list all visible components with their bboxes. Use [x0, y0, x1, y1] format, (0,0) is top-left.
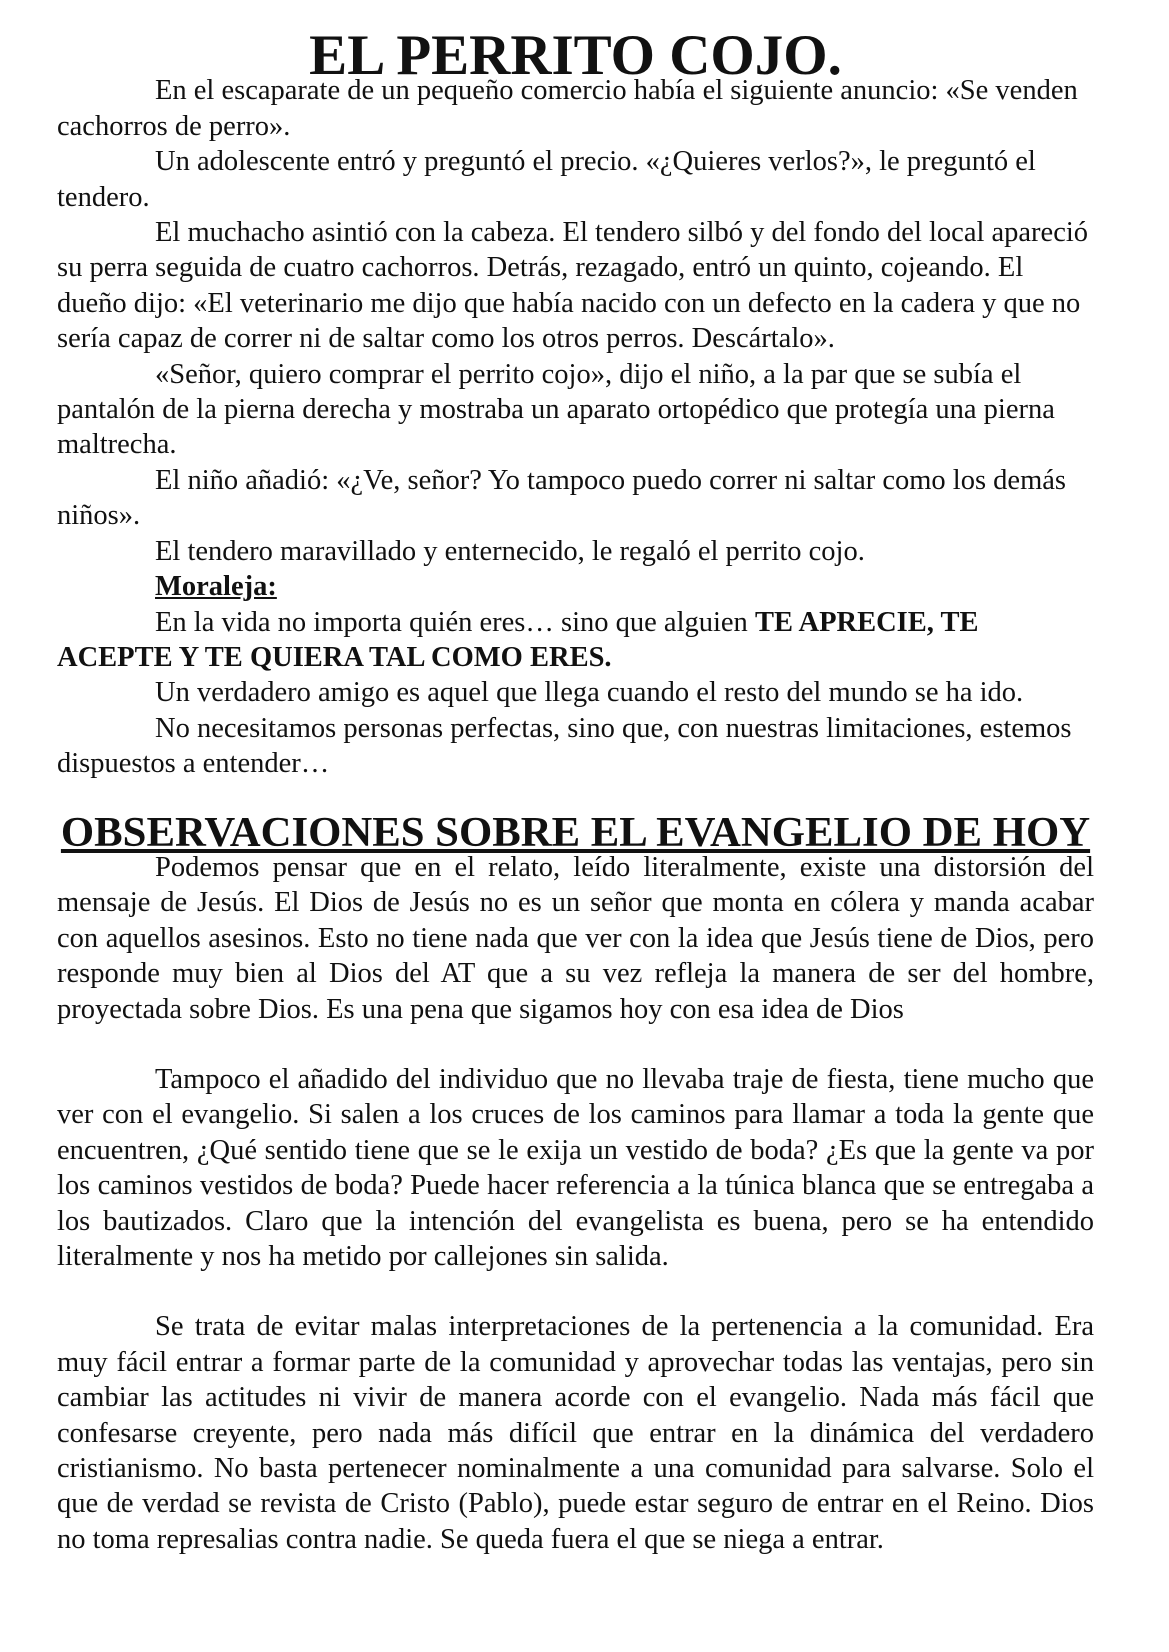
- moraleja-label: Moraleja:: [155, 571, 277, 603]
- story-paragraph: En el escaparate de un pequeño comercio había el siguiente anuncio: «Se venden cachorros de perro».: [57, 75, 1078, 142]
- closing-paragraph: Un verdadero amigo es aquel que llega cuando el resto del mundo se ha ido.: [155, 677, 1024, 709]
- paragraph-spacer: [57, 1274, 1094, 1309]
- moraleja-emphasis: TE APRECIE, TE ACEPTE Y TE QUIERA TAL COMO ERES.: [57, 606, 979, 673]
- story-paragraph: El niño añadió: «¿Ve, señor? Yo tampoco puedo correr ni saltar como los demás niños».: [57, 464, 1066, 532]
- story-title: EL PERRITO COJO.: [309, 24, 842, 87]
- closing-paragraph: No necesitamos personas perfectas, sino que, con nuestras limitaciones, estemos dispuestos a entender…: [57, 712, 1072, 780]
- story-paragraph: El tendero maravillado y enternecido, le regaló el perrito cojo.: [155, 535, 865, 567]
- paragraph-spacer: [57, 1027, 1094, 1062]
- observaciones-paragraph: Tampoco el añadido del individuo que no llevaba traje de fiesta, tiene mucho que ver con el evangelio. Si salen a los cruces de los caminos para llamar a toda la gente que encuentren, ¿Qué sentido tiene que se le exija un vestido de boda? ¿Es que la gente va por los caminos vestidos de boda? Puede hacer referencia a la túnica blanca que se entregaba a los bautizados. Claro que la intención del evangelista es buena, pero se ha entendido literalmente y nos ha metido por callejones sin salida.: [57, 1063, 1094, 1272]
- story-paragraph: El muchacho asintió con la cabeza. El tendero silbó y del fondo del local apareció su perra seguida de cuatro cachorros. Detrás, rezagado, entró un quinto, cojeando. El dueño dijo: «El veterinario me dijo que había nacido con un defecto en la cadera y que no sería capaz de correr ni de saltar como los otros perros. Descártalo».: [57, 217, 1089, 355]
- story-paragraph: «Señor, quiero comprar el perrito cojo», dijo el niño, a la par que se subía el pantalón de la pierna derecha y mostraba un aparato ortopédico que protegía una pierna maltrecha.: [57, 358, 1055, 461]
- observaciones-paragraph: Se trata de evitar malas interpretaciones de la pertenencia a la comunidad. Era muy fácil entrar a formar parte de la comunidad y aprovechar todas las ventajas, pero sin cambiar las actitudes ni vivir de manera acorde con el evangelio. Nada más fácil que confesarse creyente, pero nada más difícil que entrar en la dinámica del verdadero cristianismo. No basta pertenecer nominalmente a una comunidad para salvarse. Solo el que de verdad se revista de Cristo (Pablo), puede estar seguro de entrar en el Reino. Dios no toma represalias contra nadie. Se queda fuera el que se niega a entrar.: [57, 1311, 1094, 1555]
- observaciones-title: OBSERVACIONES SOBRE EL EVANGELIO DE HOY: [60, 808, 1091, 856]
- story-paragraph: Un adolescente entró y preguntó el precio. «¿Quieres verlos?», le preguntó el tendero.: [57, 146, 1036, 213]
- observaciones-paragraph: Podemos pensar que en el relato, leído literalmente, existe una distorsión del mensaje de Jesús. El Dios de Jesús no es un señor que monta en cólera y manda acabar con aquellos asesinos. Esto no tiene nada que ver con la idea que Jesús tiene de Dios, pero responde muy bien al Dios del AT que a su vez refleja la manera de ser del hombre, proyectada sobre Dios. Es una pena que sigamos hoy con esa idea de Dios: [57, 851, 1094, 1025]
- moraleja-heading: [57, 569, 1094, 604]
- moraleja-intro: En la vida no importa quién eres… sino que alguien: [155, 606, 755, 638]
- moraleja-text: [57, 605, 1094, 676]
